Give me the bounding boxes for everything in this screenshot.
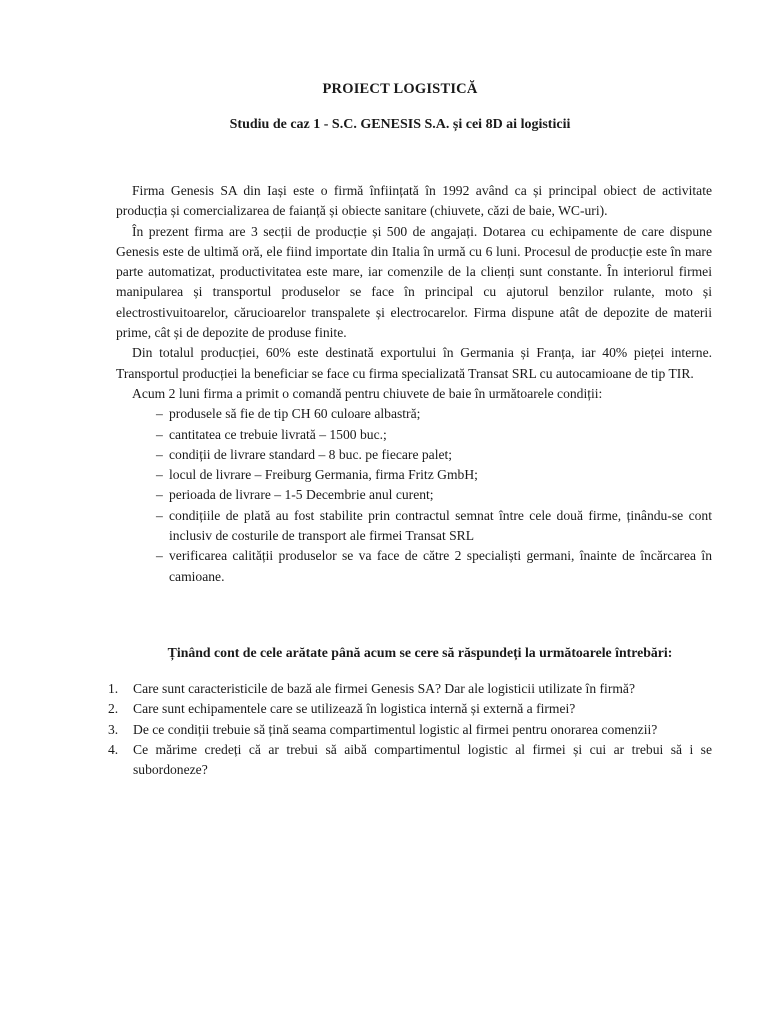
question-number: 4. [108, 741, 119, 757]
questions-list [108, 679, 712, 780]
question-text: Care sunt caracteristicile de bază ale firmei Genesis SA? Dar ale logisticii utilizate în firmă? [133, 681, 635, 696]
questions-heading: Ținând cont de cele arătate până acum se cere să răspundeți la următoarele întrebări: [167, 645, 673, 660]
paragraph: Firma Genesis SA din Iași este o firmă înființată în 1992 având ca și principal obiect de activitate producția și comercializarea de faianță și obiecte sanitare (chiuvete, căzi de baie, WC-uri). [116, 183, 712, 219]
list-item [116, 485, 712, 505]
question-text: Ce mărime credeți că ar trebui să aibă compartimentul logistic al firmei și cui ar trebui să i se subordoneze? [133, 741, 712, 778]
list-item-text: verificarea calității produselor se va face de către 2 specialiști germani, înainte de încărcarea în camioane. [169, 548, 712, 584]
dash-bullet: – [156, 446, 163, 462]
list-item-text: locul de livrare – Freiburg Germania, firma Fritz GmbH; [169, 467, 478, 483]
list-item-text: produsele să fie de tip CH 60 culoare albastră; [169, 406, 421, 422]
document-subtitle: Studiu de caz 1 - S.C. GENESIS S.A. și cei 8D ai logisticii [229, 117, 571, 132]
question-number: 3. [108, 721, 119, 737]
paragraph: Acum 2 luni firma a primit o comandă pentru chiuvete de baie în următoarele condiții: [132, 385, 603, 401]
dash-bullet: – [156, 406, 163, 422]
list-item [116, 506, 712, 547]
dash-bullet: – [156, 467, 163, 483]
document-body [116, 181, 712, 587]
dash-bullet: – [156, 507, 163, 523]
list-item [116, 546, 712, 587]
question-item [108, 720, 712, 740]
question-item [108, 679, 712, 699]
question-item [108, 699, 712, 719]
list-item [116, 465, 712, 485]
list-item-text: condițiile de plată au fost stabilite prin contractul semnat între cele două firme, ținându-se cont inclusiv de costurile de transport ale firmei Transat SRL [169, 507, 712, 544]
conditions-list [116, 404, 712, 587]
paragraph: Din totalul producției, 60% este destinată exportului în Germania și Franța, iar 40% pieței interne. Transportul producției la beneficiar se face cu firma specializată Transat SRL cu autocamioane de tip TIR. [116, 345, 712, 381]
paragraph: În prezent firma are 3 secții de producție și 500 de angajați. Dotarea cu echipamente de care dispune Genesis este de ultimă oră, ele fiind importate din Italia în urmă cu 6 luni. Procesul de producție este în mare parte automatizat, productivitatea este mare, iar comenzile de la clienți sunt constante. În interiorul firmei manipularea și transportul produselor se face în principal cu ajutorul benzilor rulante, moto și electrostivuitoarelor, cărucioarelor transpalete și electrocarelor. Firma dispune atât de depozite de materii prime, cât și de depozite de produse finite. [116, 223, 712, 341]
dash-bullet: – [156, 426, 163, 442]
question-item [108, 740, 712, 781]
dash-bullet: – [156, 487, 163, 503]
list-item-text: perioada de livrare – 1-5 Decembrie anul curent; [169, 487, 434, 503]
list-item [116, 425, 712, 445]
question-number: 2. [108, 701, 119, 717]
document-title: PROIECT LOGISTICĂ [322, 81, 478, 97]
list-item-text: condiții de livrare standard – 8 buc. pe fiecare palet; [169, 446, 453, 462]
list-item [116, 445, 712, 465]
list-item-text: cantitatea ce trebuie livrată – 1500 buc.; [169, 426, 387, 442]
question-text: De ce condiții trebuie să țină seama compartimentul logistic al firmei pentru onorarea comenzii? [133, 721, 658, 737]
question-text: Care sunt echipamentele care se utilizează în logistica internă și externă a firmei? [133, 701, 576, 717]
dash-bullet: – [156, 548, 163, 564]
question-number: 1. [108, 681, 119, 696]
list-item [116, 404, 712, 424]
